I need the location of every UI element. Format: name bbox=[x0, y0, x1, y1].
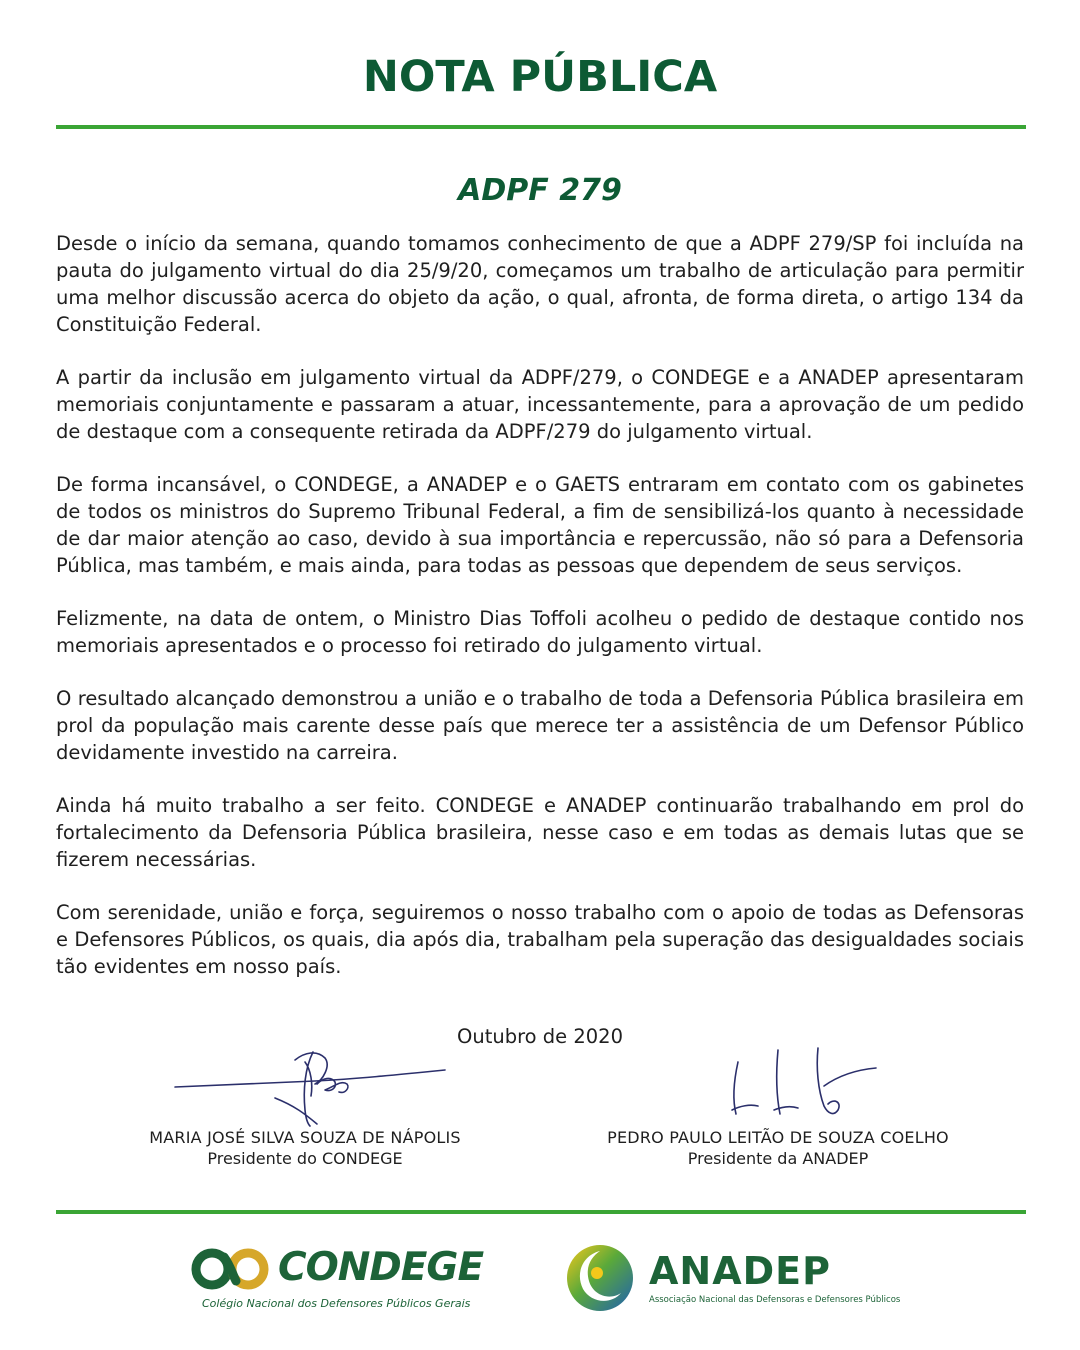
note-body bbox=[56, 230, 1024, 1006]
page-title: NOTA PÚBLICA bbox=[362, 52, 718, 102]
signature-block-condege bbox=[95, 1040, 515, 1168]
anadep-wordmark: ANADEP bbox=[649, 1249, 831, 1293]
top-divider bbox=[56, 125, 1026, 129]
condege-wordmark: CONDEGE bbox=[278, 1245, 484, 1290]
paragraph-2: A partir da inclusão em julgamento virtual da ADPF/279, o CONDEGE e a ANADEP apresentaram memoriais conjuntamente e passaram a atuar, incessantemente, para a aprovação de um pedido de destaque com a consequente retirada da ADPF/279 do julgamento virtual. bbox=[56, 366, 1024, 443]
signer-name-anadep: PEDRO PAULO LEITÃO DE SOUZA COELHO bbox=[607, 1128, 949, 1147]
signature-block-anadep bbox=[568, 1040, 988, 1168]
condege-infinity-icon bbox=[186, 1243, 282, 1295]
signer-role-condege: Presidente do CONDEGE bbox=[207, 1149, 403, 1168]
paragraph-6: Ainda há muito trabalho a ser feito. CONDEGE e ANADEP continuarão trabalhando em prol do fortalecimento da Defensoria Pública brasileira, nesse caso e em todas as demais lutas que se fizerem necessárias. bbox=[56, 794, 1024, 871]
paragraph-1: Desde o início da semana, quando tomamos conhecimento de que a ADPF 279/SP foi incluída na pauta do julgamento virtual do dia 25/9/20, começamos um trabalho de articulação para permitir uma melhor discussão acerca do objeto da ação, o qual, afronta, de forma direta, o artigo 134 da Constituição Federal. bbox=[56, 232, 1024, 336]
note-date: Outubro de 2020 bbox=[456, 1025, 623, 1048]
paragraph-7: Com serenidade, união e força, seguiremos o nosso trabalho com o apoio de todas as Defensoras e Defensores Públicos, os quais, dia após dia, trabalham pela superação das desigualdades sociais tão evidentes em nosso país. bbox=[56, 901, 1024, 978]
signer-name-condege: MARIA JOSÉ SILVA SOUZA DE NÁPOLIS bbox=[149, 1128, 461, 1147]
signer-role-anadep: Presidente da ANADEP bbox=[687, 1149, 869, 1168]
condege-tagline: Colégio Nacional dos Defensores Públicos Gerais bbox=[202, 1297, 471, 1310]
handwritten-signature-anadep bbox=[628, 1040, 928, 1128]
paragraph-5: O resultado alcançado demonstrou a união e o trabalho de toda a Defensoria Pública brasileira em prol da população mais carente desse país que merece ter a assistência de um Defensor Público devidamente investido na carreira. bbox=[56, 687, 1024, 764]
paragraph-4: Felizmente, na data de ontem, o Ministro Dias Toffoli acolheu o pedido de destaque contido nos memoriais apresentados e o processo foi retirado do julgamento virtual. bbox=[56, 607, 1024, 657]
paragraph-3: De forma incansável, o CONDEGE, a ANADEP e o GAETS entraram em contato com os gabinetes de todos os ministros do Supremo Tribunal Federal, a fim de sensibilizá-los quanto à necessidade de dar maior atenção ao caso, devido à sua importância e repercussão, não só para a Defensoria Pública, mas também, e mais ainda, para todas as pessoas que dependem de seus serviços. bbox=[56, 473, 1024, 577]
anadep-tagline: Associação Nacional das Defensoras e Defensores Públicos bbox=[649, 1295, 901, 1305]
document-subtitle: ADPF 279 bbox=[458, 173, 622, 208]
anadep-globe-icon bbox=[565, 1243, 635, 1313]
bottom-divider bbox=[56, 1210, 1026, 1214]
handwritten-signature-condege bbox=[155, 1040, 455, 1128]
